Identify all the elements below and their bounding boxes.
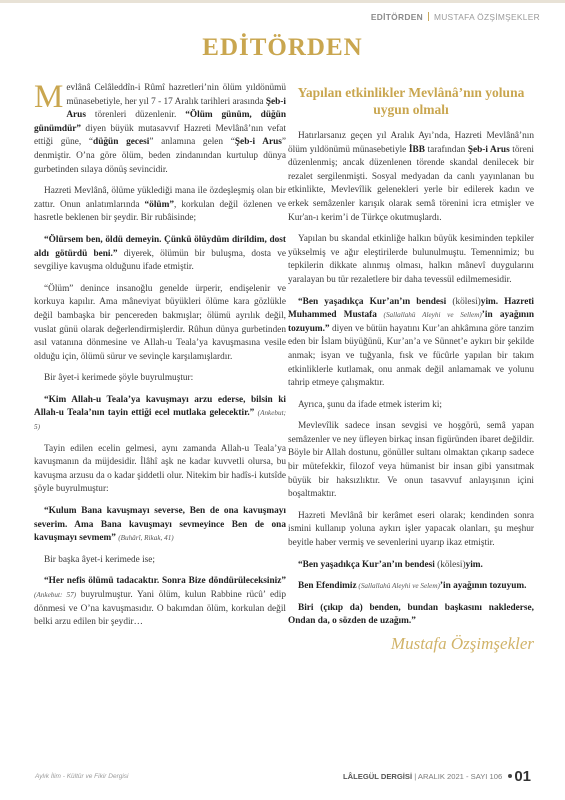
quote-paragraph: “Ben yaşadıkça Kur’an’ın bendesi (kölesi)yim. Hazreti Muhammed Mustafa (Sallallahü Aleyhi ve Sellem)’in ayağının tozuyum.” diyen ve bütün hayatını Kur’an ahkâmına göre tanzim eden bir İslam büyüğünü, Kur’an’a ve Sünnet’e aykırı bir şekilde anmak; isyan ve tuğyanla, fısk ve fücûrle yapılan bir takım etkinliklerle kutlamak, onu anmak değil anlamamak ve yolunu tahrip etmeye çalışmaktır. [288, 296, 535, 389]
left-column [34, 79, 287, 638]
right-column [288, 84, 534, 651]
bullet-icon [508, 774, 512, 778]
footer-tagline: Aylık İlim - Kültür ve Fikir Dergisi [35, 773, 129, 780]
quote-line: “Ben yaşadıkça Kur’an’ın bendesi (kölesi)yim. [298, 559, 483, 570]
quote-paragraph: “Her nefis ölümü tadacaktır. Sonra Bize döndürüleceksiniz” (Ankebut: 57) buyrulmuştur. Yani ölüm, kulun Rabbine rücû’ edip dönmesi ve O’na kavuşmasıdır. O bakımdan ölüm, korkulan değil belki arzu edilen bir şeydir… [34, 576, 286, 628]
paragraph: “Ölüm” denince insanoğlu genelde ürperir, endişelenir ve korkuya kapılır. Ama mâneviyat büyükleri ölüme kara gözlükle değil bambaşka bir pencereden bakmışlar; ölümü ayrılık değil, vuslat günü olarak değerlendirmişlerdir. Rûhun dünya gurbetinden asıl vatanına dönmesine ve Allah-u Teala’ya kavuşmasına vesile olduğu için, ölümü sürur ve sevinçle karşılamışlardır. [34, 283, 286, 362]
paragraph: Mevlevîlik sadece insan sevgisi ve hoşgörü, semâ yapan semâzenler ve ney üfleyen birkaç insan figüründen ibaret değildir. Böyle bir Allah dostunu, gönüller sultanı olmaktan çıkarıp sadece bir mütefekkir, filozof veya hümanist bir insan gibi yansıtmak büyük bir haksızlıktır. Ve onun tasavvuf anlayışının içini boşaltmaktır. [288, 421, 535, 500]
divider: | [414, 772, 418, 781]
paragraph: Hatırlarsanız geçen yıl Aralık Ayı’nda, Hazreti Mevlânâ’nın ölüm yıldönümü münasebetiyle İBB tarafından Şeb-i Arus töreni düzenlenmiş; ancak düzenlenen törende skandal denilecek bir rezalet sergilenmişti. Sosyal medyadan da canlı yayınlanan bu etkinlikte, Mevlevîlik gelenekleri yerle bir edilerek kadın ve erkek semâzenler karışık olarak semâ törenini icra etmişler ve Kur'an-ı kerim’i de Türkçe okutmuşlardı. [288, 131, 534, 223]
top-rule [0, 0, 565, 3]
magazine-name: LÂLEGÜL DERGİSİ [343, 772, 413, 781]
divider [428, 12, 429, 21]
reference: (Sallallahü Aleyhi ve Selem) [356, 582, 440, 591]
subtitle: Yapılan etkinlikler Mevlânâ’nın yoluna uygun olmalı [297, 85, 525, 117]
paragraph: Tayin edilen ecelin gelmesi, aynı zamanda Allah-u Teala’ya kavuşmanın da müjdesidir. İlâhî aşk ne kadar kuvvetli olursa, bu kavuşma arzusu da o kadar şiddetli olur. Nitekim bir hadîs-i kutsîde şöyle buyrulmuştur: [34, 443, 286, 495]
paragraph: Hazreti Mevlânâ bir kerâmet eseri olarak; kendinden sonra ismini kullanıp yoluna aykırı işler yapacak olanları, şu meşhur beyitle haber vermiş ve sevenlerini uyarıp ikaz etmiştir. [288, 510, 534, 549]
issue-label: ARALIK 2021 - SAYI 106 [417, 772, 503, 781]
page-number: 01 [514, 768, 531, 785]
drop-cap: M [34, 79, 64, 115]
quote-paragraph: “Kim Allah-u Teala’ya kavuşmayı arzu ederse, bilsin ki Allah-u Teala’nın tayin ettiği ecel mutlaka gelecektir.” (Ankebut; 5) [34, 394, 287, 432]
author-label: MUSTAFA ÖZŞİMŞEKLER [433, 12, 540, 22]
reference: (Ankebut: 57) [34, 591, 77, 599]
footer-info [343, 768, 531, 785]
section-label: EDİTÖRDEN [370, 12, 423, 22]
page-title: EDİTÖRDEN [202, 34, 363, 61]
reference: (Buhârî, Rikak, 41) [118, 534, 174, 543]
quote-line: Biri (çıkıp da) benden, bundan başkasını naklederse, Ondan da, o sözden de uzağım.” [288, 602, 534, 627]
running-header [371, 12, 540, 22]
reference: (Sallallahü Aleyhi ve Sellem) [376, 311, 482, 320]
paragraph: Hazreti Mevlânâ, ölüme yüklediği mana ile özdeşleşmiş olan bir zattır. Onun anlatımlarında “ölüm”, korkulan değil özlenen ve hasretle beklenen bir şeydir. Bir rubâisinde; [34, 186, 286, 224]
paragraph: Yapılan bu skandal etkinliğe halkın büyük kesiminden tepkiler yükselmiş ve ağır eleştirilerde bulunulmuştu. Temennimiz; bu tepkilerin dikkate alınmış olması, halkın mânevî duygularını yaralayan bu tür rezaletlere bir daha tevessül edilmemesidir. [288, 234, 534, 285]
paragraph: Ayrıca, şunu da ifade etmek isterim ki; [298, 399, 442, 410]
quote-paragraph: “Ölürsem ben, öldü demeyin. Çünkü ölüydüm dirildim, dost aldı götürdü beni.” diyerek, ölümün bir buluşma, dosta ve sevgiliye kavuşma olduğunu ifade etmiştir. [34, 234, 286, 273]
quote-paragraph: “Kulum Bana kavuşmayı severse, Ben de ona kavuşmayı severim. Ama Bana kavuşmayı sevmeyince Ben de ona kavuşmayı sevmem” (Buhârî, Rikak, 41) [34, 506, 286, 544]
quote-line: Ben Efendimiz (Sallallahü Aleyhi ve Selem)’in ayağının tozuyum. [298, 581, 527, 592]
paragraph: Bir âyet-i kerimede şöyle buyrulmuştur: [44, 373, 194, 384]
signature: Mustafa Özşimşekler [390, 634, 534, 653]
reference: (Ankebut; 5) [34, 409, 287, 432]
paragraph: Bir başka âyet-i kerimede ise; [44, 554, 156, 565]
paragraph: Mevlânâ Celâleddîn-i Rûmî hazretleri’nin ölüm yıldönümü münasebetiyle, her yıl 7 - 17 Aralık tarihleri arasında Şeb-i Arus törenleri düzenlenir. “Ölüm günüm, düğün günümdür” diyen büyük mutasavvıf Hazreti Mevlânâ’nın vefat ettiği güne, “düğün gecesi” anlamına gelen “Şeb-i Arus” denmiştir. O’na göre ölüm, beden zindanından kurtulup dünya gurbetinden sılaya dönüş sevincidir. [34, 79, 286, 175]
